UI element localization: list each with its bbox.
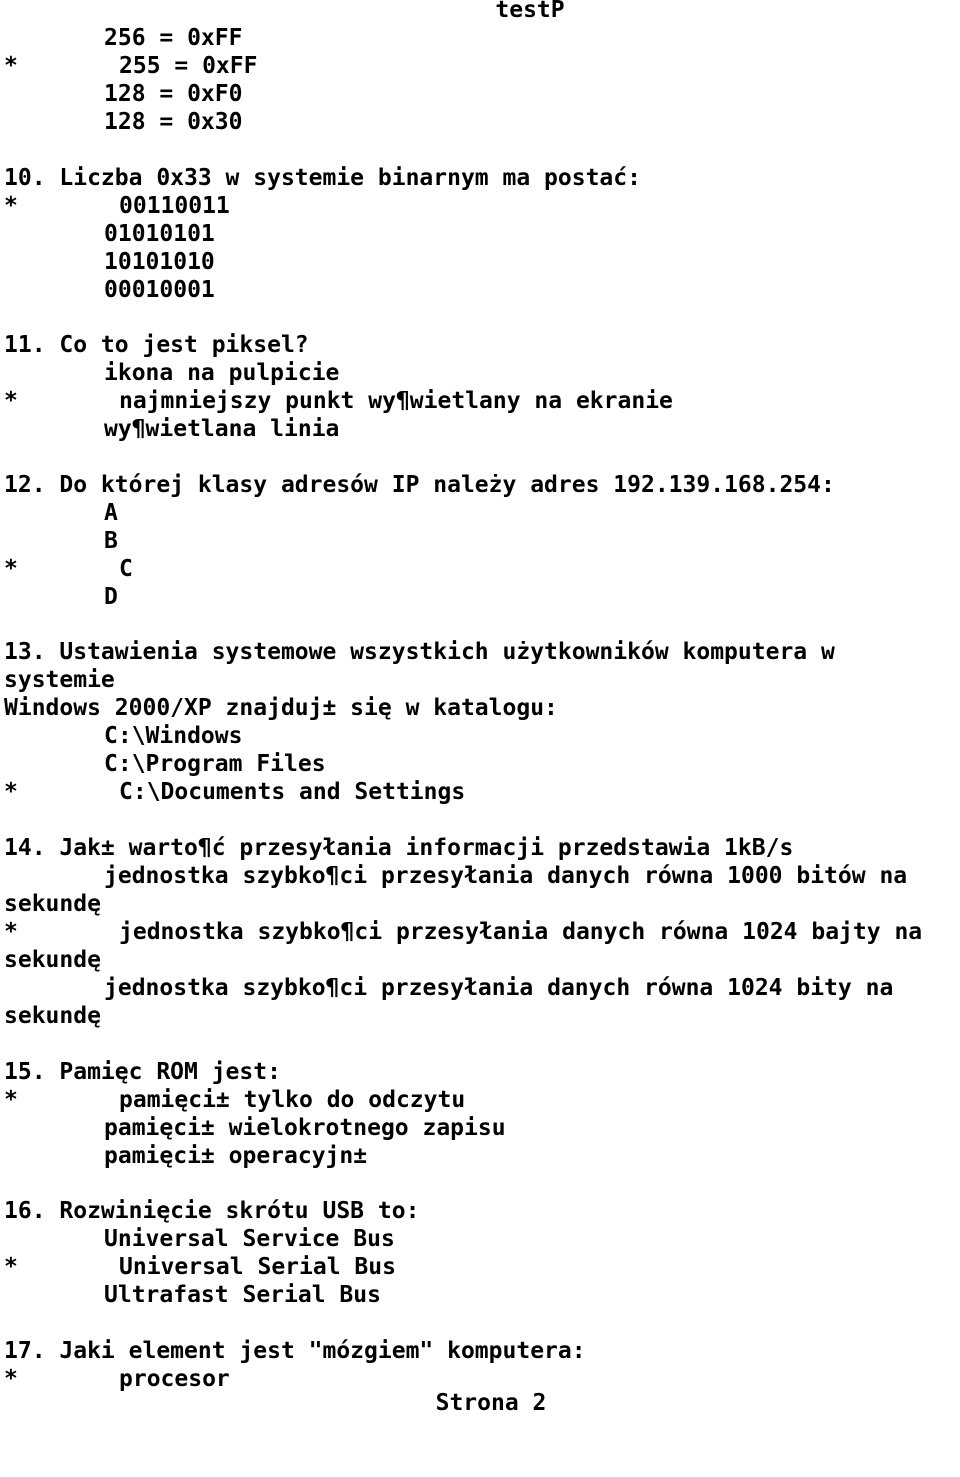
answer-option: [4, 24, 960, 52]
question-17: [4, 1337, 960, 1365]
answer-text: 128 = 0x30: [104, 109, 243, 135]
answer-option-correct: [4, 555, 960, 583]
answer-text: C: [119, 555, 133, 582]
answer-text: C:\Documents and Settings: [119, 779, 466, 806]
page-header-title: testP: [495, 0, 565, 23]
correct-answer-marker: *: [4, 918, 18, 945]
answer-text: jednostka szybko¶ci przesyłania danych równa 1024 bajty na: [119, 918, 923, 945]
answer-option: [4, 974, 960, 1002]
answer-text: 00110011: [119, 192, 230, 219]
answer-option: [4, 583, 960, 611]
answer-text: A: [104, 499, 118, 526]
question-text: 14. Jak± warto¶ć przesyłania informacji przedstawia 1kB/s: [4, 834, 794, 861]
correct-answer-marker: *: [4, 1086, 18, 1113]
answer-option-correct: [4, 387, 960, 415]
answer-option: [4, 220, 960, 248]
answer-text-continued: sekundę: [4, 890, 101, 917]
answer-text: ikona na pulpicie: [104, 360, 340, 387]
answer-option: [4, 248, 960, 276]
answer-option: [4, 750, 960, 778]
answer-text: 255 = 0xFF: [119, 53, 258, 79]
answer-option: [4, 527, 960, 555]
answer-option-correct: [4, 1253, 960, 1281]
answer-text: najmniejszy punkt wy¶wietlany na ekranie: [119, 388, 673, 415]
answer-option-correct: [4, 192, 960, 220]
question-text: 15. Pamięc ROM jest:: [4, 1058, 281, 1085]
correct-answer-marker: *: [4, 53, 18, 79]
answer-option: [4, 276, 960, 304]
answer-text: pamięci± wielokrotnego zapisu: [104, 1114, 506, 1141]
question-14: [4, 834, 960, 862]
answer-option-correct: [4, 778, 960, 806]
answer-text: C:\Program Files: [104, 751, 326, 778]
correct-answer-marker: *: [4, 779, 18, 806]
question-text: 13. Ustawienia systemowe wszystkich użytkowników komputera w: [4, 639, 835, 666]
answer-option-continued: [4, 1002, 960, 1030]
answer-text: wy¶wietlana linia: [104, 416, 340, 443]
answer-text: Ultrafast Serial Bus: [104, 1282, 381, 1309]
correct-answer-marker: *: [4, 388, 18, 415]
question-text: 11. Co to jest piksel?: [4, 332, 309, 359]
question-13: [4, 638, 960, 666]
answer-text: 128 = 0xF0: [104, 81, 243, 107]
answer-text: 256 = 0xFF: [104, 25, 243, 51]
answer-option: [4, 1281, 960, 1309]
answer-option-continued: [4, 946, 960, 974]
answer-text: C:\Windows: [104, 723, 243, 750]
answer-text: jednostka szybko¶ci przesyłania danych równa 1024 bity na: [104, 974, 894, 1001]
answer-option: [4, 1114, 960, 1142]
question-10: [4, 164, 960, 192]
answer-text: pamięci± operacyjn±: [104, 1142, 368, 1169]
answer-option: [4, 1142, 960, 1170]
answer-option-continued: [4, 890, 960, 918]
correct-answer-marker: *: [4, 555, 18, 582]
question-text: 12. Do której klasy adresów IP należy adres 192.139.168.254:: [4, 471, 835, 498]
answer-text: D: [104, 583, 118, 610]
answer-text-continued: sekundę: [4, 946, 101, 973]
question-text: 10. Liczba 0x33 w systemie binarnym ma postać:: [4, 164, 641, 191]
answer-text: procesor: [119, 1365, 230, 1392]
answer-text: Universal Serial Bus: [119, 1254, 396, 1281]
answer-text-continued: sekundę: [4, 1002, 101, 1029]
question-text: 17. Jaki element jest "mózgiem" komputera:: [4, 1337, 586, 1364]
question-13-continued: [4, 666, 960, 694]
quiz-body: [4, 24, 960, 1393]
answer-option-correct: [4, 1086, 960, 1114]
answer-option: [4, 499, 960, 527]
correct-answer-marker: *: [4, 1254, 18, 1281]
answer-option-correct: [4, 918, 960, 946]
answer-option: [4, 1225, 960, 1253]
answer-option: [4, 80, 960, 108]
correct-answer-marker: *: [4, 1365, 18, 1392]
question-11: [4, 331, 960, 359]
answer-option: [4, 359, 960, 387]
answer-text: 10101010: [104, 248, 215, 275]
answer-text: jednostka szybko¶ci przesyłania danych równa 1000 bitów na: [104, 862, 908, 889]
question-15: [4, 1058, 960, 1086]
answer-option-correct: [4, 52, 960, 80]
answer-option: [4, 862, 960, 890]
answer-text: 01010101: [104, 220, 215, 247]
page-footer-number: Strona 2: [435, 1390, 547, 1416]
question-16: [4, 1197, 960, 1225]
question-text: 16. Rozwinięcie skrótu USB to:: [4, 1198, 420, 1225]
answer-text: B: [104, 527, 118, 554]
question-12: [4, 471, 960, 499]
answer-text: 00010001: [104, 276, 215, 303]
correct-answer-marker: *: [4, 192, 18, 219]
question-text-continued: systemie: [4, 667, 115, 694]
answer-option: [4, 415, 960, 443]
question-text-continued: Windows 2000/XP znajduj± się w katalogu:: [4, 695, 558, 722]
answer-text: Universal Service Bus: [104, 1226, 395, 1253]
answer-option: [4, 722, 960, 750]
answer-text: pamięci± tylko do odczytu: [119, 1086, 466, 1113]
question-13-continued: [4, 694, 960, 722]
answer-option: [4, 108, 960, 136]
